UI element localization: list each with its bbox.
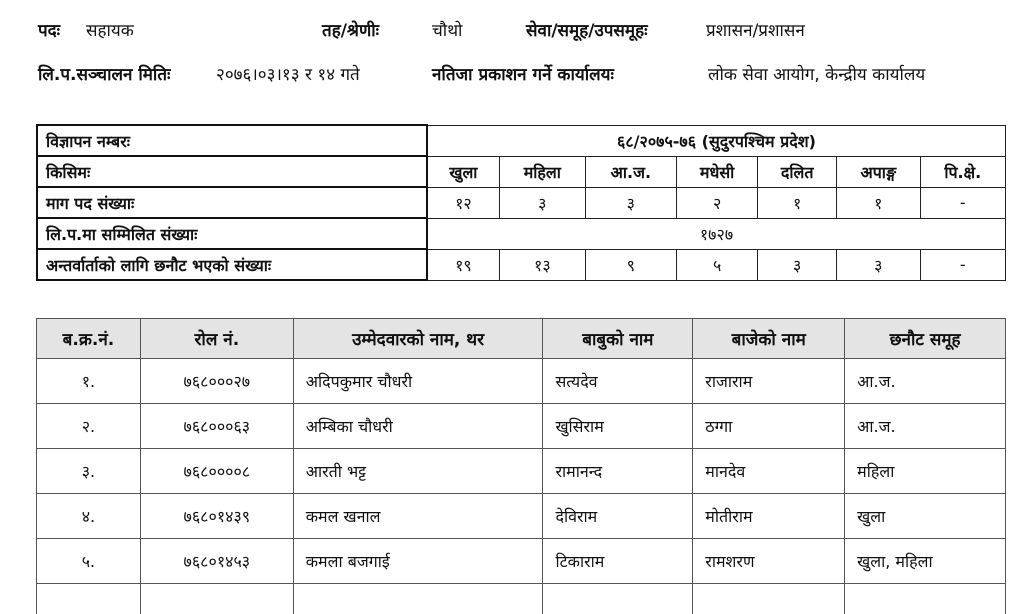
table-row — [37, 359, 1006, 404]
interview-row — [37, 249, 1006, 280]
demand-row — [37, 187, 1006, 218]
roll-cell: ७६८०००६३ — [140, 404, 293, 449]
table-row — [37, 494, 1006, 539]
office-value: लोक सेवा आयोग, केन्द्रीय कार्यालय — [708, 62, 925, 85]
interview-cell: - — [920, 249, 1006, 280]
empty-cell — [293, 584, 543, 614]
group-cell: महिला — [845, 449, 1006, 494]
interview-cell: १३ — [499, 249, 585, 280]
table-header-row — [37, 319, 1006, 359]
interview-cell: ९ — [585, 249, 676, 280]
category-cell: अपाङ्ग — [837, 156, 920, 187]
category-cell: मधेसी — [676, 156, 758, 187]
post-value: सहायक — [86, 18, 134, 41]
empty-cell — [37, 584, 141, 614]
empty-cell — [140, 584, 293, 614]
category-row — [37, 156, 1006, 187]
group-cell: आ.ज. — [845, 359, 1006, 404]
father-cell: देविराम — [543, 494, 693, 539]
column-header: उम्मेदवारको नाम, थर — [293, 319, 543, 359]
interview-cell: ३ — [758, 249, 837, 280]
demand-cell: १ — [837, 187, 920, 218]
service-label: सेवा/समूह/उपसमूहः — [526, 18, 648, 41]
category-cell: दलित — [758, 156, 837, 187]
serial-cell: ५. — [37, 539, 141, 584]
demand-cell: २ — [676, 187, 758, 218]
vacancy-info-table — [36, 124, 1006, 281]
interview-label: अन्तर्वार्ताको लागि छनौट भएको संख्याः — [37, 249, 427, 280]
serial-cell: २. — [37, 404, 141, 449]
ad-number-value: ६८/२०७५-७६ (सुदुरपश्चिम प्रदेश) — [427, 125, 1006, 156]
included-label: लि.प.मा सम्मिलित संख्याः — [37, 218, 427, 249]
roll-cell: ७६८००००८ — [140, 449, 293, 494]
category-label: किसिमः — [37, 156, 427, 187]
category-cell: खुला — [427, 156, 499, 187]
serial-cell: ३. — [37, 449, 141, 494]
demand-label: माग पद संख्याः — [37, 187, 427, 218]
column-header: रोल नं. — [140, 319, 293, 359]
roll-cell: ७६८०१४३९ — [140, 494, 293, 539]
name-cell: कमला बजगाई — [293, 539, 543, 584]
father-cell: सत्यदेव — [543, 359, 693, 404]
category-cell: पि.क्षे. — [920, 156, 1006, 187]
table-row — [37, 449, 1006, 494]
ad-number-label: विज्ञापन नम्बरः — [37, 125, 427, 156]
column-header: बाजेको नाम — [693, 319, 845, 359]
grandfather-cell: रामशरण — [693, 539, 845, 584]
grandfather-cell: राजाराम — [693, 359, 845, 404]
table-row-cutoff — [37, 584, 1006, 614]
included-row — [37, 218, 1006, 249]
demand-cell: १ — [758, 187, 837, 218]
demand-cell: ३ — [585, 187, 676, 218]
name-cell: कमल खनाल — [293, 494, 543, 539]
candidate-table — [36, 318, 1006, 614]
group-cell: आ.ज. — [845, 404, 1006, 449]
demand-cell: ३ — [499, 187, 585, 218]
level-value: चौथो — [432, 18, 462, 41]
group-cell: खुला, महिला — [845, 539, 1006, 584]
table-row — [37, 539, 1006, 584]
column-header: बाबुको नाम — [543, 319, 693, 359]
demand-cell: - — [920, 187, 1006, 218]
grandfather-cell: मोतीराम — [693, 494, 845, 539]
interview-cell: ३ — [837, 249, 920, 280]
empty-cell — [845, 584, 1006, 614]
grandfather-cell: मानदेव — [693, 449, 845, 494]
included-value: १७२७ — [427, 218, 1006, 249]
category-cell: महिला — [499, 156, 585, 187]
serial-cell: १. — [37, 359, 141, 404]
name-cell: अम्बिका चौधरी — [293, 404, 543, 449]
column-header: ब.क्र.नं. — [37, 319, 141, 359]
father-cell: खुसिराम — [543, 404, 693, 449]
interview-cell: ५ — [676, 249, 758, 280]
table-row — [37, 404, 1006, 449]
grandfather-cell: ठग्गा — [693, 404, 845, 449]
serial-cell: ४. — [37, 494, 141, 539]
ad-number-row — [37, 125, 1006, 156]
level-label: तह/श्रेणीः — [322, 18, 379, 41]
group-cell: खुला — [845, 494, 1006, 539]
demand-cell: १२ — [427, 187, 499, 218]
name-cell: आरती भट्ट — [293, 449, 543, 494]
empty-cell — [543, 584, 693, 614]
exam-date-label: लि.प.सञ्चालन मितिः — [38, 62, 170, 85]
category-cell: आ.ज. — [585, 156, 676, 187]
father-cell: रामानन्द — [543, 449, 693, 494]
roll-cell: ७६८०००२७ — [140, 359, 293, 404]
empty-cell — [693, 584, 845, 614]
name-cell: अदिपकुमार चौधरी — [293, 359, 543, 404]
office-label: नतिजा प्रकाशन गर्ने कार्यालयः — [432, 62, 614, 85]
exam-date-value: २०७६।०३।१३ र १४ गते — [216, 62, 360, 85]
father-cell: टिकाराम — [543, 539, 693, 584]
service-value: प्रशासन/प्रशासन — [706, 18, 805, 41]
roll-cell: ७६८०१४५३ — [140, 539, 293, 584]
post-label: पदः — [38, 18, 60, 41]
interview-cell: १९ — [427, 249, 499, 280]
column-header: छनौट समूह — [845, 319, 1006, 359]
